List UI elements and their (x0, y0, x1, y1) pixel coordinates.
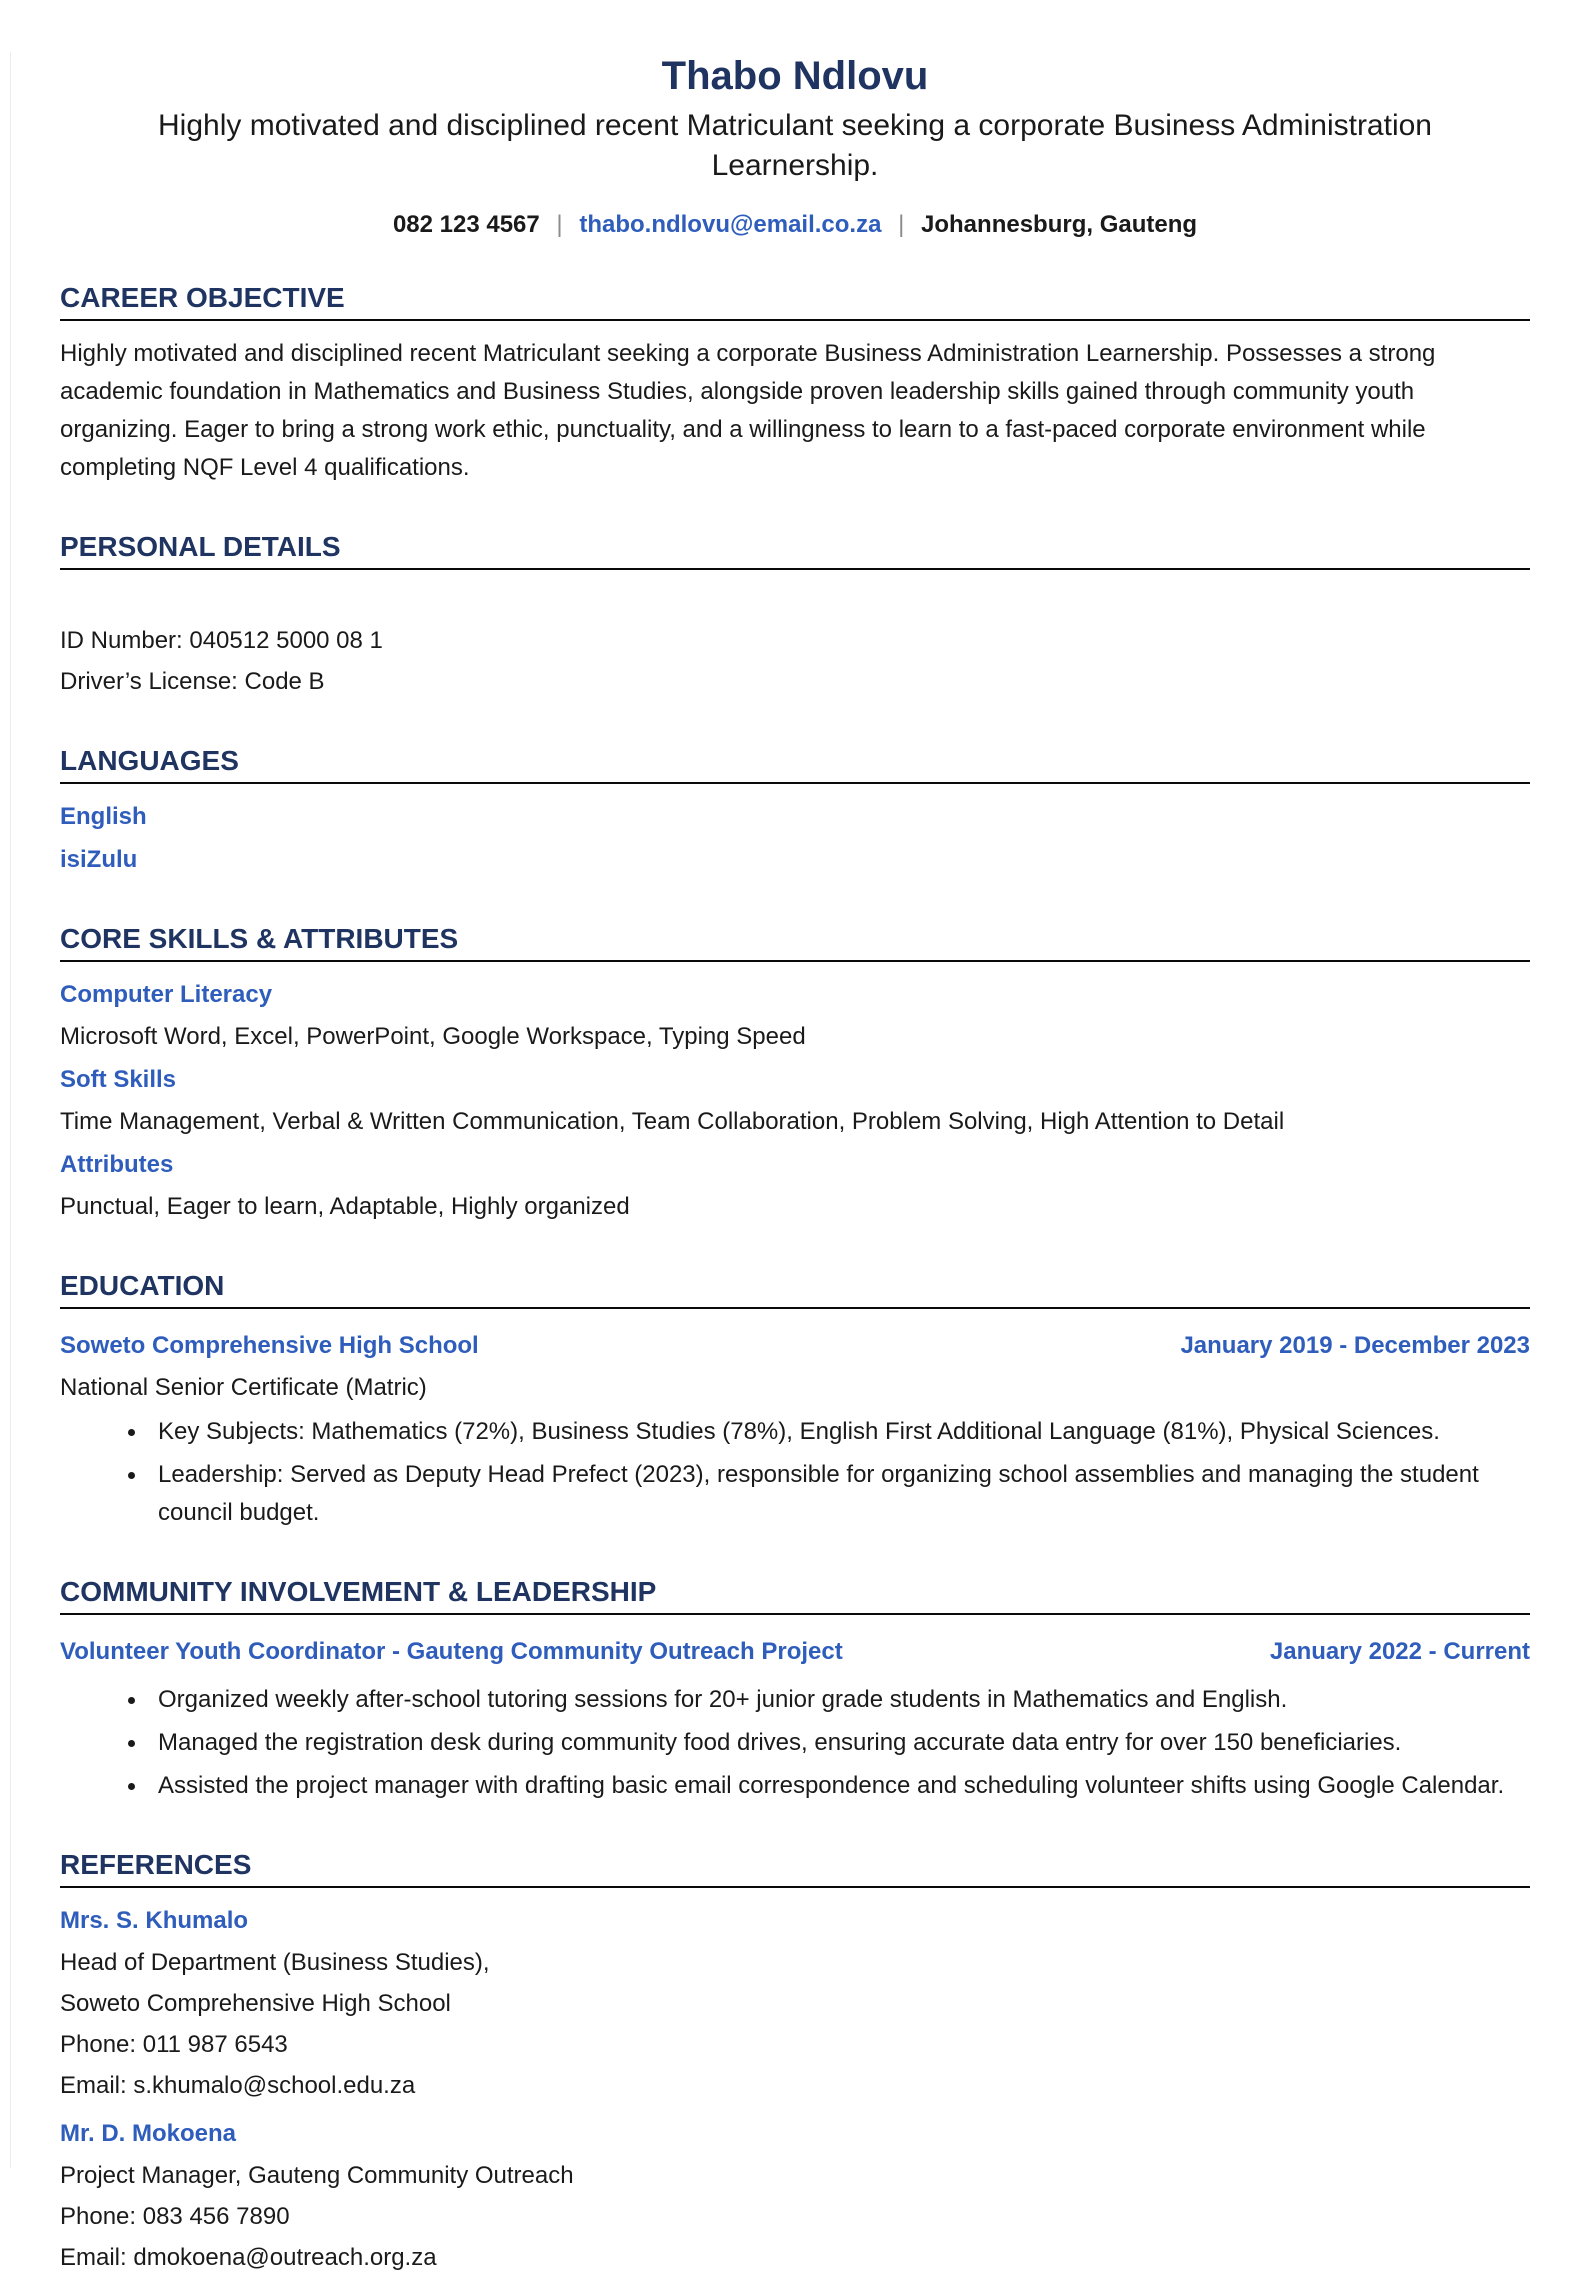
contact-line (60, 210, 1530, 240)
reference-line: Phone: 011 987 6543 (60, 2031, 288, 2058)
section-title-career-objective: CAREER OBJECTIVE (60, 282, 1530, 321)
section-title-personal-details: PERSONAL DETAILS (60, 531, 1530, 570)
skill-group-label: Computer Literacy (60, 981, 273, 1008)
section-personal-details (60, 531, 1530, 701)
reference-name: Mr. D. Mokoena (60, 2120, 237, 2147)
skill-group-text: Time Management, Verbal & Written Communication, Team Collaboration, Problem Solving, High Attention to Detail (60, 1108, 1285, 1135)
resume-page (0, 52, 1590, 2271)
community-header-row (60, 1629, 1530, 1675)
candidate-tagline: Highly motivated and disciplined recent Matriculant seeking a corporate Business Administration Learnership. (158, 109, 1432, 182)
education-dates: January 2019 - December 2023 (1180, 1332, 1530, 1359)
section-title-education: EDUCATION (60, 1270, 1530, 1309)
resume-header (60, 52, 1530, 240)
section-title-references: REFERENCES (60, 1849, 1530, 1888)
skill-group-label: Attributes (60, 1151, 174, 1178)
school-name: Soweto Comprehensive High School (60, 1332, 479, 1359)
community-dates: January 2022 - Current (1269, 1638, 1530, 1665)
section-references (60, 1849, 1530, 2277)
section-education (60, 1270, 1530, 1532)
id-number-line: ID Number: 040512 5000 08 1 (60, 627, 383, 654)
reference-line: Soweto Comprehensive High School (60, 1990, 451, 2017)
education-bullet-list (60, 1413, 1530, 1532)
reference-name: Mrs. S. Khumalo (60, 1907, 249, 1934)
candidate-name: Thabo Ndlovu (661, 54, 929, 98)
skill-group-text: Microsoft Word, Excel, PowerPoint, Google Workspace, Typing Speed (60, 1023, 806, 1050)
community-bullet-list (60, 1681, 1530, 1805)
section-core-skills (60, 923, 1530, 1226)
contact-separator: | (556, 211, 563, 238)
section-languages (60, 745, 1530, 879)
reference-line: Email: dmokoena@outreach.org.za (60, 2244, 437, 2271)
bullet-item: • Leadership: Served as Deputy Head Prefect (2023), responsible for organizing school assemblies and managing the student council budget. (148, 1456, 1530, 1532)
language-item: English (60, 803, 147, 830)
skill-group-text: Punctual, Eager to learn, Adaptable, Highly organized (60, 1193, 630, 1220)
reference-line: Email: s.khumalo@school.edu.za (60, 2072, 416, 2099)
contact-location: Johannesburg, Gauteng (921, 211, 1198, 238)
reference-line: Project Manager, Gauteng Community Outreach (60, 2162, 574, 2189)
bullet-item: • Managed the registration desk during community food drives, ensuring accurate data entry for over 150 beneficiaries. (148, 1724, 1530, 1762)
page-edge-line (10, 52, 11, 2168)
drivers-license-line: Driver’s License: Code B (60, 668, 325, 695)
contact-email-link[interactable]: thabo.ndlovu@email.co.za (579, 211, 882, 238)
skill-group-label: Soft Skills (60, 1066, 177, 1093)
section-title-community-involvement: COMMUNITY INVOLVEMENT & LEADERSHIP (60, 1576, 1530, 1615)
section-title-core-skills: CORE SKILLS & ATTRIBUTES (60, 923, 1530, 962)
volunteer-role: Volunteer Youth Coordinator - Gauteng Community Outreach Project (60, 1638, 843, 1665)
section-career-objective (60, 282, 1530, 487)
section-title-languages: LANGUAGES (60, 745, 1530, 784)
section-community-involvement (60, 1576, 1530, 1805)
language-item: isiZulu (60, 846, 138, 873)
career-objective-text: Highly motivated and disciplined recent Matriculant seeking a corporate Business Administration Learnership. Possesses a strong academic foundation in Mathematics and Business Studies, alongside proven leadership skills gained through community youth organizing. Eager to bring a strong work ethic, punctuality, and a willingness to learn to a fast-paced corporate environment while completing NQF Level 4 qualifications. (60, 340, 1436, 481)
bullet-item: • Assisted the project manager with drafting basic email correspondence and scheduling volunteer shifts using Google Calendar. (148, 1767, 1530, 1805)
reference-line: Head of Department (Business Studies), (60, 1949, 490, 1976)
bullet-item: • Key Subjects: Mathematics (72%), Business Studies (78%), English First Additional Language (81%), Physical Sciences. (148, 1413, 1530, 1451)
qualification-line: National Senior Certificate (Matric) (60, 1374, 427, 1401)
education-header-row (60, 1323, 1530, 1369)
contact-phone: 082 123 4567 (392, 211, 540, 238)
bullet-item: • Organized weekly after-school tutoring sessions for 20+ junior grade students in Mathematics and English. (148, 1681, 1530, 1719)
blank-line (60, 584, 1530, 622)
reference-line: Phone: 083 456 7890 (60, 2203, 290, 2230)
contact-separator: | (898, 211, 905, 238)
